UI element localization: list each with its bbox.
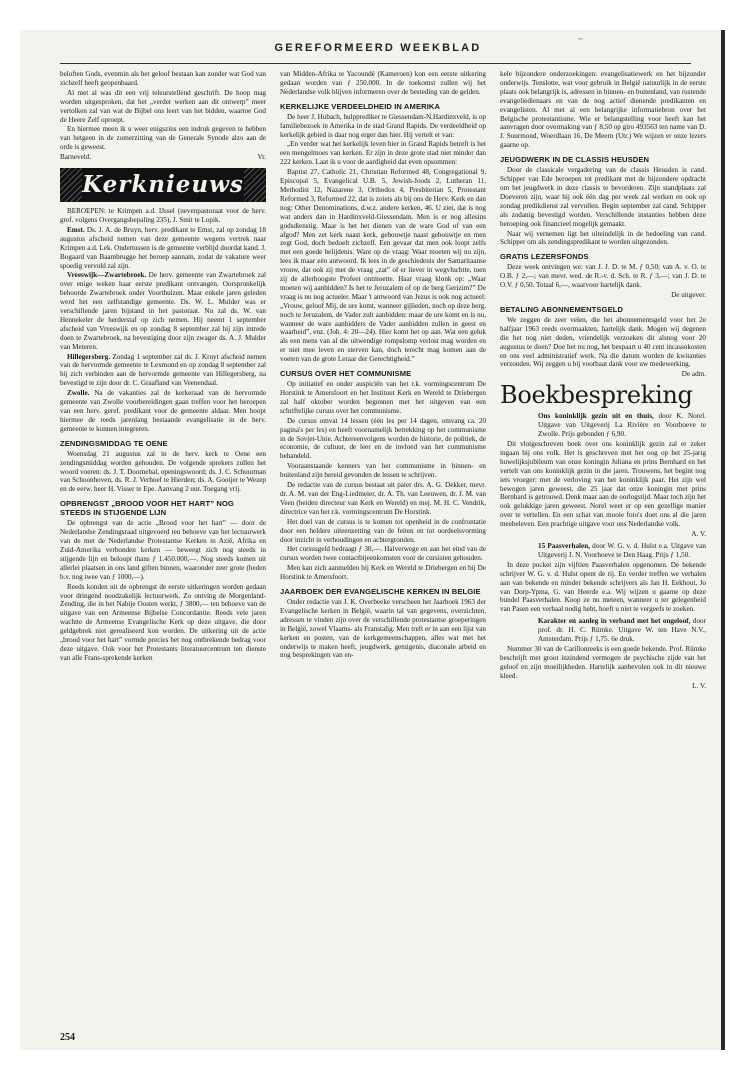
book-details: door K. Norel. Uitgave van Uitgeverij La Rivière en Voorhoeve te Zwolle. Prijs gebonden ƒ 6,90.: [538, 412, 706, 439]
section-heading: CURSUS OVER HET COMMUNISME: [280, 369, 412, 379]
column-middle: [280, 70, 486, 1038]
column-right: [500, 70, 706, 1038]
paragraph: kele bijzondere onderzoekingen: evangelisatiewerk en het bijzonder onderwijs. Tenslotte, wat voor gebruik in België natuurlijk in de eerste plaats ook belangrijk is, adressen in binnen- en buitenland, van rustende evangeliedienaars en van de nog actief dienende predikanten en evangelisten. Al met al een belangrijke informatiebron over het Belgische protestantisme. Wie er belangstelling voor heeft kan het aanvragen door overmaking van ƒ 8,50 op giro 493563 ten name van D. J. Suurmond, Woerdlaan 16, De Meern (Utr.) We wijzen er onze lezers gaarne op.: [500, 70, 706, 150]
news-place: Hillegersberg.: [67, 352, 111, 361]
paragraph: BEROEPEN: te Krimpen a.d. IJssel (nevenpastoraat voor de herv. gref. volgens Overgangsbepaling 235), J. Smit te Lopik.: [60, 207, 266, 224]
book-reference: [500, 542, 706, 560]
paragraph: Nummer 30 van de Carillonreeks is een goede bekende. Prof. Rümke beschrijft met groot inzindend vermogen de psychische zijde van het geloof en zijn moeilijkheden. Hartelijk aanbevolen ook in dit nieuwe kleed.: [500, 644, 706, 680]
paragraph: Deze week ontvingen we: van J. J. D. te M. ƒ 0,50; van A. v. O. te O.B. ƒ 2,—; van mevr. wed. de R.-v. d. Sch. te R. ƒ 3,—; van J. D. te O.V. ƒ 0,50. Totaal 6,—, waarvoor hartelijk dank.: [500, 263, 706, 290]
masthead: GEREFORMEERD WEEKBLAD: [274, 42, 482, 54]
paragraph: Baptist 27, Catholic 21, Christian Reformed 48, Congregational 9, Episcopal 5, Evangelical U.B. 5, Jewish-Joods 2, Lutheran 11, Methodist 12, Nazarene 3, Orthodox 4, Presbiterian 5, Protestant Reformed 3, Reformed 22, dat is zoiets als bij ons de Herv. Kerk en dan nog: Other Denominations, d.w.z. andere kerken, 46. U ziet, dat is nog wat anders dan in Hardinxveld-Giessendam. Men is er nog allesins godsdienstig. Maar is het het dienen van de ware God of van een afgod? Men zet kerk naast kerk, gebouwtje naast gebouwtje en men zegt God, doch bedoelt zichzelf. Een gevaar dat men ook loopt zelfs met een goede belijdenis. Want op de vraag: Waar moeten wij nu zijn, lees ik maar eén antwoord. Ik lees in de geschiedenis der Samaritaanse vrouw, dat ook zij met de vraag „zat” of er liever in wegvluchtte, toen zij de allerhoogste Profeet ontmoette. Haar vraag klonk op: „Waar moeten wij aanbidden? Is het te Jeruzalem of op de berg Gerizim?” De vraag is nu nog actueler. Maar 't antwoord van Jezus is ook nog actueel: „Vrouw, geloof Mij, de ure komt, wanneer gijlieden, noch op deze berg, noch te Jeruzalem, de Vader zult aanbidden: maar de ure komt en is nu, wanneer de ware aanbidders de Vader aanbidden zullen in geest en waarheid”, enz. (Joh. 4: 20—24). Hier komt het op aan. Wat een geluk als een mens van al die uitwendige rompslomp verlost mag worden en er niet mee leven en sterven kan, doch terecht mag komen aan de voeten van de grote Leraar der Gerechtigheid.”: [280, 168, 486, 364]
news-text: De herv. gemeente van Zwartebroek zal over enige weken haar eerste predikant ontvangen. Oorspronkelijk behoorde Zwartebroek onder Voorthuizen. Maar enkele jaren geleden werd het een zelfstandige gemeente. Ds. W. L. Mulder was er verschillende jaren bijstand in het pastoraat. Nu zal ds. W. van Hennekeler de herderstaf op zich nemen. Hij neemt 1 september afscheid van Vreeswijk en op zondag 8 september zal hij zijn intrede doen te Zwartebroek, na bevestiging door zijn zwager ds. A. J. Mulder van Meteren.: [60, 271, 266, 351]
kerknieuws-banner: [60, 168, 266, 202]
paragraph: Vooraanstaande kenners van het communisme in binnen- en buitenland zijn bereid gevonden de lessen te schrijven.: [280, 462, 486, 480]
banner-text: Kerknieuws: [82, 170, 244, 198]
section-heading: OPBRENGST „BROOD VOOR HET HART” NOG STEEDS IN STIJGENDE LIJN: [60, 499, 234, 518]
news-item: [60, 271, 266, 351]
book-title: Ons koninklijk gezin uit en thuis,: [538, 412, 654, 421]
paragraph: Het doel van de cursus is te komen tot openheid in de confrontatie door een heldere uiteenzetting van de feiten en tot oordeelsvorming door inzicht in verhoudingen en achtergronden.: [280, 517, 486, 544]
news-item: [60, 353, 266, 389]
news-place: Zwolle.: [67, 389, 90, 398]
news-text: Zondag 1 september zal ds. J. Kruyt afscheid nemen van de hervormde gemeente te Lexmond en op zondag 8 september zal hij zich verbinden aan de hervormde gemeente van Hillegersberg, na bevestigd te zijn door dr. C. Graafland van Veenendaal.: [60, 352, 266, 388]
paragraph: De cursus omvat 14 lessen (één les per 14 dagen, omvang ca. 20 pagina's per les) en heeft voornamelijk betrekking op het communisme in de Sovjet-Unie. Achtereenvolgens worden de historie, de politiek, de economie, de cultuur, de leer en de invloed van het communisme behandeld.: [280, 416, 486, 461]
paragraph: Reeds konden uit de opbrengst de eerste uitkeringen worden gedaan voor dringend noodzakelijk lectuurwerk. Zo ontving de Morgenland-Zending, die in het Nabije Oosten werkt, ƒ 3800,— ten behoeve van de uitgave van een Armeense Bijbelse Concordantie. Reeds vele jaren wachtte de Armeense Evangelische Kerk op deze uitgave, die door geldgebrek niet gerealiseerd kon worden. De uitkering uit de actie „brood voor het hart” vormde precies het nog ontbrekende bedrag voor deze uitgave. Ook voor het Protestants literatuurcentrum ten dienste van alle Frans-sprekende kerken: [60, 582, 266, 662]
section-heading: JEUGDWERK IN DE CLASSIS HEUSDEN: [500, 155, 650, 165]
book-details: door W. G. v. d. Hulst e.a. Uitgave van Uitgeverij J. N. Voorhoeve te Den Haag. Prijs ƒ 1,50.: [538, 541, 706, 559]
paragraph: Onder redactie van J. K. Overbeeke verscheen het Jaarboek 1963 der Evangelische kerken in België, waarin tal van gegevens, overzichten, adressen te vinden zijn over de verschillende protestantse groeperingen in België, zowel Vlaams- als Franstalig. Men treft er in aan een lijst van kerken en posten, van de kerkgemeenschappen, alles wat met het onderwijs te maken heeft, jeugdwerk, getuigenis, diaconale arbeid en nog besprekingen van en-: [280, 598, 486, 660]
paragraph: En hiermee meen ik u weer enigszins een indruk gegeven te hebben van hetgeen in de zomerzitting van de Generale Synode alzo aan de orde is geweest.: [60, 125, 266, 152]
section-heading: KERKELIJKE VERDEELDHEID IN AMERIKA: [280, 101, 441, 111]
signature: A. V.: [691, 530, 706, 539]
paragraph: beloften Gods, evenmin als het geloof bestaan kan zonder wat God van zichzelf heeft geopenbaard.: [60, 70, 266, 87]
book-reference: [500, 412, 706, 439]
signature: L. V.: [692, 681, 706, 690]
paragraph: De heer J. Hubach, hulpprediker te Giessendam-N.Hardinxveld, is op familiebezoek in Amerika in de stad Grand Rapids. De verdeeldheid op kerkelijk gebied is daar nog erger dan hier. Hij vertelt er van:: [280, 112, 486, 139]
news-item: [60, 226, 266, 271]
section-heading: ZENDINGSMIDDAG TE OENE: [60, 438, 168, 448]
signature: De uitgever.: [671, 291, 706, 300]
paragraph: Door de classicale vergadering van de classis Heusden is cand. Schipper van Ede beroepen tot predikant met de bijzondere opdracht om het jeugdwerk in deze classis te bevorderen. Zijn standplaats zal Doeveren zijn, waar hij ook één dag per week zal werken en ook op zondag predikdienst zal vervullen. Begin september zal cand. Schipper als zodanig bevestigd worden. Verschillende instanties hebben deze beroeping ook financieel mogelijk gemaakt.: [500, 166, 706, 228]
book-reference: [500, 617, 706, 644]
section-heading: BETALING ABONNEMENTSGELD: [500, 304, 624, 314]
news-text: Ds. J. A. de Bruyn, herv. predikant te Emst, zal op zondag 18 augustus afscheid nemen van deze gemeente wegens vertrek naar Krimpen a.d. Lek. Ondertussen is de gemeente verblijd doordat kand. J. Bogaard van Baambrugge het beroep aannam, zodat de vakature weer spoedig vervuld zal zijn.: [60, 225, 266, 270]
news-text: Na de vakanties zal de kerkeraad van de hervormde gemeente van Zwolle voorbereidingen gaan treffen voor het beroepen van een herv. geref. predikant voor de gemeente aldaar. Men hoopt hiermee de reeds jarenlang bestaande evangelisatie in de herv. gemeente te kunnen integreren.: [60, 389, 266, 433]
signature: De adm.: [681, 370, 706, 379]
book-title: 15 Paasverhalen,: [538, 541, 590, 550]
paragraph: Al met al was dit een vrij teleurstellend geschrift. De hoop mag worden uitgesproken, dat het „verder werken aan dit ontwerp” meer vertolken zal van wat de Bijbel ons leert van het bidden, waartoe God de Heere Zelf oproept.: [60, 88, 266, 124]
book-details: door prof. dr. H. C. Rümke. Uitgave W. ten Have N.V., Amsterdam. Prijs ƒ 1,75. 6e druk.: [538, 617, 706, 644]
paragraph: Woensdag 21 augustus zal in de herv. kerk te Oene een zendingsmiddag worden gehouden. De volgende sprekers zullen het woord voeren: ds. J. T. Doornebal, openingswoord; ds. J. C. Schuurman van Schoonhoven, ds. R. J. Verhoef te Hierden; ds. A. Gooijer te Wezep en de eerw. heer H. Visser te Epe. Aanvang 2 uur. Toegang vrij.: [60, 449, 266, 494]
paragraph: Naar wij vernemen ligt het uiteindelijk in de bedoeling van cand. Schipper om als zendingspredikant te worden uitgezonden.: [500, 229, 706, 247]
news-place: Emst.: [67, 225, 85, 234]
paragraph: In deze pocket zijn vijftien Paasverhalen opgenomen. De bekende schrijver W. G. v. d. Hulst opent de rij. En verder treffen we verhalen aan van bekende en minder bekende schrijvers als Jan H. Eekhout, Jo van Dorp-Ypma, G. van Heerde e.a. Wij wijzen u gaarne op deze bundel Paasverhalen. Koop ze nu meteen, wanneer u ter gelegenheid van Pasen een verhaal nodig hebt, hoeft u niet te vergeefs te zoeken.: [500, 560, 706, 614]
masthead-rule: [60, 63, 691, 64]
paragraph: De opbrengst van de actie „Brood voor het hart” — door de Nederlandse Zendingsraad uitgevoerd ten behoeve van het lectuurwerk van de met de Nederlandse Protestantse Kerken in Azië, Afrika en Zuid-Amerika verbonden kerken — beweegt zich nog steeds in stijgende lijn en beloopt thans ƒ 1.450.000,—. Nog steeds komen uit allerlei plaatsen in ons land giften binnen, waaronder zeer grote (heden b.v. nog twee van ƒ 1000,—).: [60, 519, 266, 581]
newspaper-page: [20, 30, 725, 1050]
column-left: [60, 70, 266, 1038]
news-place: Vreeswijk—Zwartebroek.: [67, 271, 147, 280]
paragraph: van Midden-Afrika te Yacoundé (Kameroen) kon een eerste uitkering gedaan worden van ƒ 250.000. In de toekomst zullen wij het Nederlandse volk blijven informeren over de besteding van de gelden.: [280, 70, 486, 96]
section-heading: GRATIS LEZERSFONDS: [500, 252, 589, 262]
paragraph: Op initiatief en onder auspiciën van het r.k. vormingscentrum De Horstink te Amersfoort en het Instituut Kerk en Wereld te Driebergen zal half oktober worden begonnen met het uitgeven van een schriftelijke cursus over het communisme.: [280, 380, 486, 415]
book-title: Karakter en aanleg in verband met het ongeloof,: [538, 617, 691, 626]
paragraph: Dit vlotgeschreven boek over ons koninklijk gezin zal er zeker ingaan bij ons volk. Het is geschreven met het oog op het 25-jarig huwelijksjubileum van onze koningin Juliana en prins Bernhard en het vertelt van ons koninklijk gezin in die jaren. Trouwens, het begint nog iets vroeger: met de verloving van het koninklijk paar. Het zijn wel bewogen jaren geweest, die 25 jaar dat onze koningin met prins Bernhard is getrouwd. Denk maar aan de oorlogstijd. Maar toch zijn het ook gelukkige jaren geweest. Norel weet er op een gezellige manier over te vertellen. En een schat van mooie foto's doet ons al die jaren meebeleven. Een prachtige uitgave voor ons Nederlandse volk.: [500, 440, 706, 529]
paragraph: „En verder wat het kerkelijk leven hier in Grand Rapids betreft is het een mengelmoes van kerken. Er zijn in deze grote stad niet minder dan 222 kerken. Laat ik u voor de aardigheid dat even opsommen:: [280, 140, 486, 167]
paragraph: De redactie van de cursus bestaat uit pater drs. A. G. Dekker, mevr. dr. A. M. van der Eng-Liedmeier, dr. A. Th. van Leeuwen, dr. J. M. van Veen (beiden directeur van Kerk en Wereld) en mej. M. H. C. Vendrik, directrice van het r.k. vormingscentrum De Horstink.: [280, 481, 486, 516]
signature-place: Barneveld.: [60, 153, 92, 162]
paragraph: We zeggen de zeer velen, die het abonnementsgeld voor het 2e halfjaar 1963 reeds overmaakten, hartelijk dank. Mogen wij degenen die het nog niet deden, vriendelijk verzoeken dit alsnog voor 20 augustus te doen? Doe het nu nog, het bespaart u 40 cent incassokosten en ons veel administratief werk. Na die datum worden de kwitanties verzonden. Wij zeggen u bij voorbaat dank voor uw medewerking.: [500, 315, 706, 369]
section-heading: JAARBOEK DER EVANGELISCHE KERKEN IN BELGIE: [280, 587, 481, 597]
signature-initials: Vr.: [257, 153, 266, 162]
news-item: [60, 389, 266, 434]
page-number: 254: [60, 1032, 75, 1043]
signature: [60, 153, 266, 162]
page-mark: ~: [578, 34, 583, 44]
paragraph: Het cursusgeld bedraagt ƒ 30,—. Halverwege en aan het eind van de cursus worden twee contactbijeenkomsten voor de cursisten gehouden.: [280, 545, 486, 563]
paragraph: Men kan zich aanmelden bij Kerk en Wereld te Driebergen en bij De Horstink te Amersfoort.: [280, 564, 486, 582]
boekbespreking-title: Boekbespreking: [500, 381, 693, 410]
